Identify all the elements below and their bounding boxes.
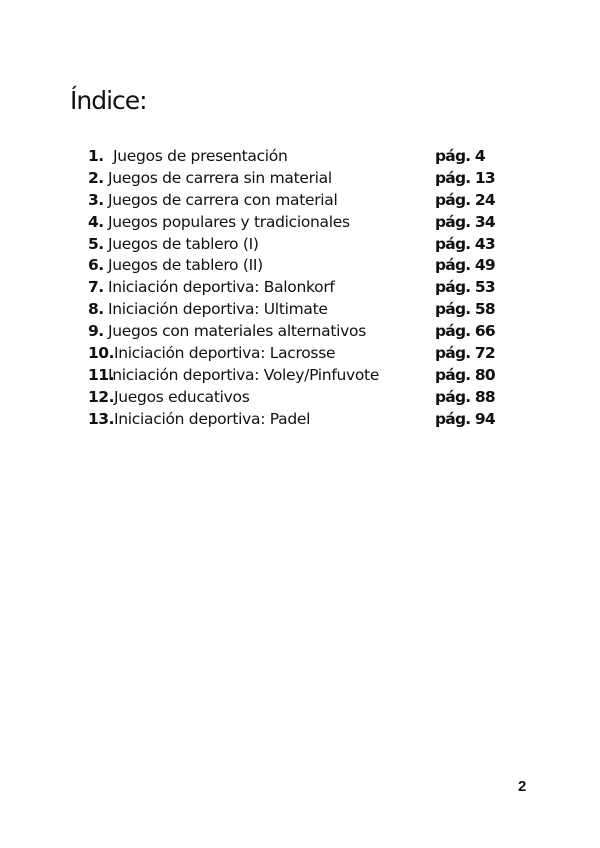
page-number: 2 xyxy=(518,778,527,795)
toc-entry-title: Juegos con materiales alternativos xyxy=(108,322,367,341)
toc-entry-number: 6. xyxy=(88,256,104,275)
toc-entry-page: pág. 58 xyxy=(435,300,495,319)
toc-entry-page: pág. 49 xyxy=(435,256,495,275)
toc-entry-page: pág. 34 xyxy=(435,212,495,231)
toc-entry[interactable] xyxy=(88,277,508,299)
toc-entry-page: pág. 66 xyxy=(435,322,495,341)
toc-entry-number: 3. xyxy=(88,190,104,209)
toc-entry-title: Iniciación deportiva: Lacrosse xyxy=(114,344,336,363)
toc-entry-page: pág. 72 xyxy=(435,344,495,363)
toc-entry-title: Iniciación deportiva: Padel xyxy=(114,409,311,428)
toc-entry[interactable] xyxy=(88,255,508,277)
toc-entry-title: Juegos de tablero (I) xyxy=(108,234,259,253)
toc-entry-page: pág. 80 xyxy=(435,365,495,384)
toc-entry-number: 2. xyxy=(88,168,104,187)
toc-entry-page: pág. 88 xyxy=(435,387,495,406)
toc-entry-title: Juegos de tablero (II) xyxy=(108,256,263,275)
toc-entry-number: 13. xyxy=(88,409,114,428)
toc-entry-number: 1. xyxy=(88,147,104,165)
toc-entry-title: Iniciación deportiva: Ultimate xyxy=(108,300,328,319)
toc-entry[interactable] xyxy=(88,190,508,212)
toc-entry-number: 7. xyxy=(88,278,104,297)
toc-entry[interactable] xyxy=(88,212,508,234)
toc-entry[interactable] xyxy=(88,409,508,431)
toc-entry-title: Iniciación deportiva: Balonkorf xyxy=(108,278,335,297)
toc-entry-page: pág. 94 xyxy=(435,409,495,428)
toc-entry-title: Juegos de carrera con material xyxy=(108,190,338,209)
toc-entry-number: 5. xyxy=(88,234,104,253)
toc-entry-number: 11. xyxy=(88,365,114,384)
toc-entry[interactable] xyxy=(88,321,508,343)
toc-entry-number: 8. xyxy=(88,300,104,319)
toc-entry-page: pág. 43 xyxy=(435,234,495,253)
toc-entry-title: Juegos de carrera sin material xyxy=(108,168,332,187)
toc-entry[interactable] xyxy=(88,387,508,409)
table-of-contents xyxy=(88,146,508,431)
toc-entry-title: Juegos de presentación xyxy=(113,147,288,165)
toc-entry-number: 10. xyxy=(88,344,114,363)
toc-entry-number: 9. xyxy=(88,322,104,341)
toc-entry-page: pág. 4 xyxy=(435,147,485,165)
page-title: Índice: xyxy=(70,86,147,115)
toc-entry[interactable] xyxy=(88,234,508,256)
toc-entry-title: Juegos educativos xyxy=(114,387,250,406)
toc-entry-number: 4. xyxy=(88,212,104,231)
toc-entry-title: Iniciación deportiva: Voley/Pinfuvote xyxy=(108,365,380,384)
toc-entry[interactable] xyxy=(88,146,508,168)
toc-entry-page: pág. 53 xyxy=(435,278,495,297)
toc-entry[interactable] xyxy=(88,343,508,365)
toc-entry-title: Juegos populares y tradicionales xyxy=(108,212,350,231)
toc-entry-page: pág. 13 xyxy=(435,168,495,187)
toc-entry[interactable] xyxy=(88,365,508,387)
toc-entry-page: pág. 24 xyxy=(435,190,495,209)
toc-entry[interactable] xyxy=(88,299,508,321)
toc-entry-number: 12. xyxy=(88,387,114,406)
toc-entry[interactable] xyxy=(88,168,508,190)
